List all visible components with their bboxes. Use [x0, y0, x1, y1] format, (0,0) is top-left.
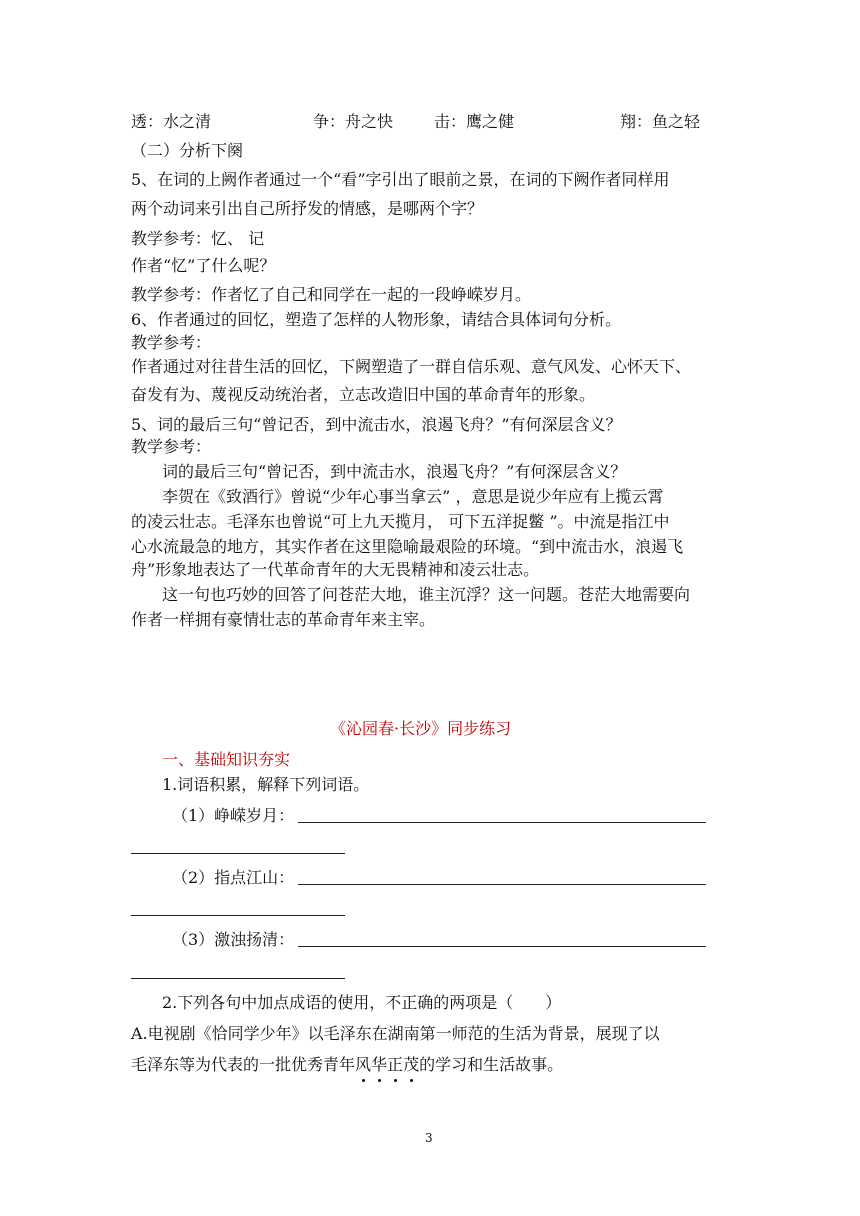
q5a-ref: 教学参考：忆、 记 — [131, 229, 265, 248]
dotted-char: 正 — [387, 1055, 404, 1074]
q5b-para2-line2: 的凌云壮志。毛泽东也曾说“可上九天揽月， 可下五洋捉鳖 ”。中流是指江中 — [131, 512, 670, 531]
q5b-question: 5、词的最后三句“曾记否，到中流击水，浪遏飞舟？”有何深层含义？ — [131, 415, 622, 434]
q5b-para2-line3: 心水流最急的地方，其实作者在这里隐喻最艰险的环境。“到中流击水，浪遏飞 — [131, 537, 684, 556]
dotted-char: 华 — [371, 1055, 388, 1074]
q6-question: 6、作者通过的回忆，塑造了怎样的人物形象，请结合具体词句分析。 — [131, 310, 622, 329]
answer-line[interactable] — [298, 884, 706, 885]
dotted-char: 茂 — [403, 1055, 420, 1074]
q-yi-question: 作者“忆”了什么呢？ — [131, 256, 276, 275]
q5b-para3-line2: 作者一样拥有豪情壮志的革命青年来主宰。 — [131, 610, 436, 629]
q5b-ref-label: 教学参考： — [131, 437, 212, 456]
q5b-para1: 词的最后三句“曾记否，到中流击水，浪遏飞舟？”有何深层含义？ — [162, 462, 627, 481]
q6-answer-line2: 奋发有为、蔑视反动统治者，立志改造旧中国的革命青年的形象。 — [131, 385, 596, 404]
answer-line[interactable] — [131, 978, 345, 979]
word-ji: 击：鹰之健 — [434, 112, 515, 131]
section-title: （二）分析下阕 — [131, 141, 244, 160]
option-a-text-pre: 毛泽东等为代表的一批优秀青年 — [131, 1055, 356, 1074]
q5a-line1: 5、在词的上阙作者通过一个“看”字引出了眼前之景，在词的下阙作者同样用 — [131, 170, 670, 189]
q6-answer-line1: 作者通过对往昔生活的回忆，下阙塑造了一群自信乐观、意气风发、心怀天下、 — [131, 357, 692, 376]
q1-prompt: 1.词语积累，解释下列词语。 — [162, 775, 370, 794]
q2-prompt: 2.下列各句中加点成语的使用，不正确的两项是（ ） — [162, 993, 562, 1012]
word-zheng: 争：舟之快 — [313, 112, 394, 131]
word-xiang: 翔：鱼之轻 — [620, 112, 701, 131]
q2-option-a-line2 — [131, 1055, 563, 1075]
option-a-text-post: 的学习和生活故事。 — [419, 1055, 564, 1074]
vocab-item-2: （2）指点江山： — [172, 868, 295, 887]
answer-line[interactable] — [131, 853, 345, 854]
q5a-line2: 两个动词来引出自己所抒发的情感，是哪两个字？ — [131, 199, 484, 218]
dotted-char: 风 — [355, 1055, 372, 1074]
word-tou: 透：水之清 — [131, 112, 212, 131]
vocab-item-1: （1）峥嵘岁月： — [172, 806, 295, 825]
vocab-item-3: （3）激浊扬清： — [172, 930, 295, 949]
answer-line[interactable] — [131, 915, 345, 916]
q5b-para2-line4: 舟”形象地表达了一代革命青年的大无畏精神和凌云壮志。 — [131, 560, 540, 579]
section1-heading: 一、基础知识夯实 — [162, 750, 291, 769]
q6-ref-label: 教学参考： — [131, 333, 212, 352]
q5b-para2-line1: 李贺在《致酒行》曾说“少年心事当拿云” ，意思是说少年应有上揽云霄 — [162, 487, 664, 506]
page-number: 3 — [425, 1131, 433, 1145]
q2-option-a-line1: A.电视剧《恰同学少年》以毛泽东在湖南第一师范的生活为背景，展现了以 — [131, 1024, 660, 1043]
q-yi-ref: 教学参考：作者忆了自己和同学在一起的一段峥嵘岁月。 — [131, 285, 532, 304]
answer-line[interactable] — [298, 822, 706, 823]
exercise-title: 《沁园春·长沙》同步练习 — [330, 719, 512, 738]
q5b-para3-line1: 这一句也巧妙的回答了问苍茫大地，谁主沉浮？这一问题。苍茫大地需要向 — [162, 585, 691, 604]
answer-line[interactable] — [298, 946, 706, 947]
